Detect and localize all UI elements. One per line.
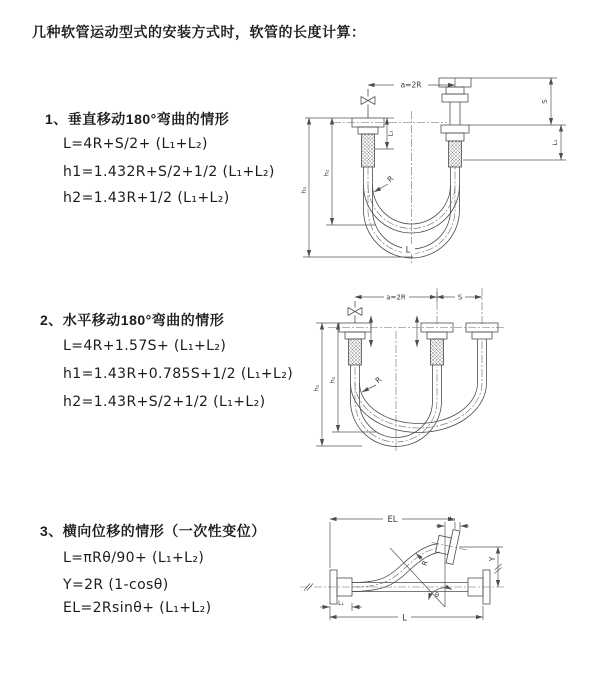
dim-y-label: Y: [488, 556, 497, 562]
diagram-horizontal-180-bend: [300, 283, 595, 455]
radius-label: [416, 554, 430, 567]
dimension-h1-h2: [313, 323, 377, 446]
svg-text:R: R: [373, 374, 384, 386]
valve-icon: [348, 301, 362, 323]
svg-text:R: R: [420, 559, 430, 567]
dimension-l2: [436, 516, 469, 530]
dim-s-label: S: [541, 99, 549, 104]
centerlines: [328, 288, 505, 451]
upper-flange-tilted: [428, 526, 470, 567]
dim-a2r-label: a=2R: [400, 80, 422, 90]
section1-formula-h2: h2=1.43R+1/2 (L₁+L₂): [63, 190, 230, 206]
angle-theta-label: θ: [435, 591, 439, 599]
section3-formula-L: L=πRθ/90+ (L₁+L₂): [63, 550, 205, 566]
dimension-l: [330, 606, 483, 624]
dim-l1-label: L₁: [338, 600, 344, 607]
radius-label: [362, 375, 383, 392]
radius-label: [374, 174, 395, 192]
page-title: 几种软管运动型式的安装方式时，软管的长度计算：: [32, 24, 366, 40]
dim-l2-label: L₂: [551, 139, 559, 146]
dim-s-label: S: [457, 293, 463, 302]
dim-h2-label: h₂: [322, 169, 331, 177]
section3-formula-Y: Y=2R (1-cosθ): [63, 577, 169, 593]
right-flange-assembly: [439, 78, 471, 167]
dim-l-label: L: [402, 613, 407, 624]
dimension-s: [437, 292, 482, 302]
dim-el-label: EL: [387, 515, 398, 525]
section3-heading: 3、横向位移的情形（一次性变位）: [40, 523, 266, 539]
left-flange-assembly: [352, 118, 384, 167]
diagram-vertical-180-bend: [295, 65, 585, 265]
dimension-s-l2: [463, 78, 566, 160]
dim-l1-label: L₁: [386, 130, 395, 137]
section1-formula-L: L=4R+S/2+ (L₁+L₂): [63, 136, 208, 152]
section3-formula-EL: EL=2Rsinθ+ (L₁+L₂): [63, 600, 212, 616]
dimension-a2r: [368, 78, 455, 90]
dimension-h1-h2: [300, 118, 413, 257]
dimension-el: [330, 513, 455, 568]
dimension-y: [459, 547, 503, 587]
section1-heading: 1、垂直移动180°弯曲的情形: [45, 111, 230, 127]
dim-l2-label: L₂: [449, 516, 456, 523]
section2-formula-h2: h2=1.43R+S/2+1/2 (L₁+L₂): [63, 394, 266, 410]
section1-formula-h1: h1=1.432R+S/2+1/2 (L₁+L₂): [63, 164, 275, 180]
svg-text:L: L: [405, 245, 411, 256]
svg-text:R: R: [385, 173, 396, 185]
dimension-l1: [320, 600, 362, 611]
length-label: [402, 244, 415, 256]
fitting-dimensions: [371, 316, 417, 347]
section2-formula-L: L=4R+1.57S+ (L₁+L₂): [63, 338, 227, 354]
hose-position-2: [351, 339, 487, 433]
dim-h2-label: h₂: [328, 376, 337, 384]
hose-displaced-position: [352, 544, 440, 592]
section2-heading: 2、水平移动180°弯曲的情形: [40, 312, 225, 328]
right-flange-assembly: [466, 323, 498, 339]
left-flange-assembly: [339, 323, 371, 365]
radius-construction: [390, 530, 452, 607]
dim-h1-label: h₁: [312, 384, 321, 392]
dim-h1-label: h₁: [300, 186, 308, 194]
diagram-lateral-displacement: [295, 500, 600, 650]
section2-formula-h1: h1=1.43R+0.785S+1/2 (L₁+L₂): [63, 366, 294, 382]
dimension-a2r: [355, 292, 437, 302]
middle-flange-assembly: [421, 323, 453, 365]
dim-a2r-label: a=2R: [386, 293, 406, 302]
centerline: [300, 584, 505, 591]
valve-icon: [361, 89, 375, 118]
